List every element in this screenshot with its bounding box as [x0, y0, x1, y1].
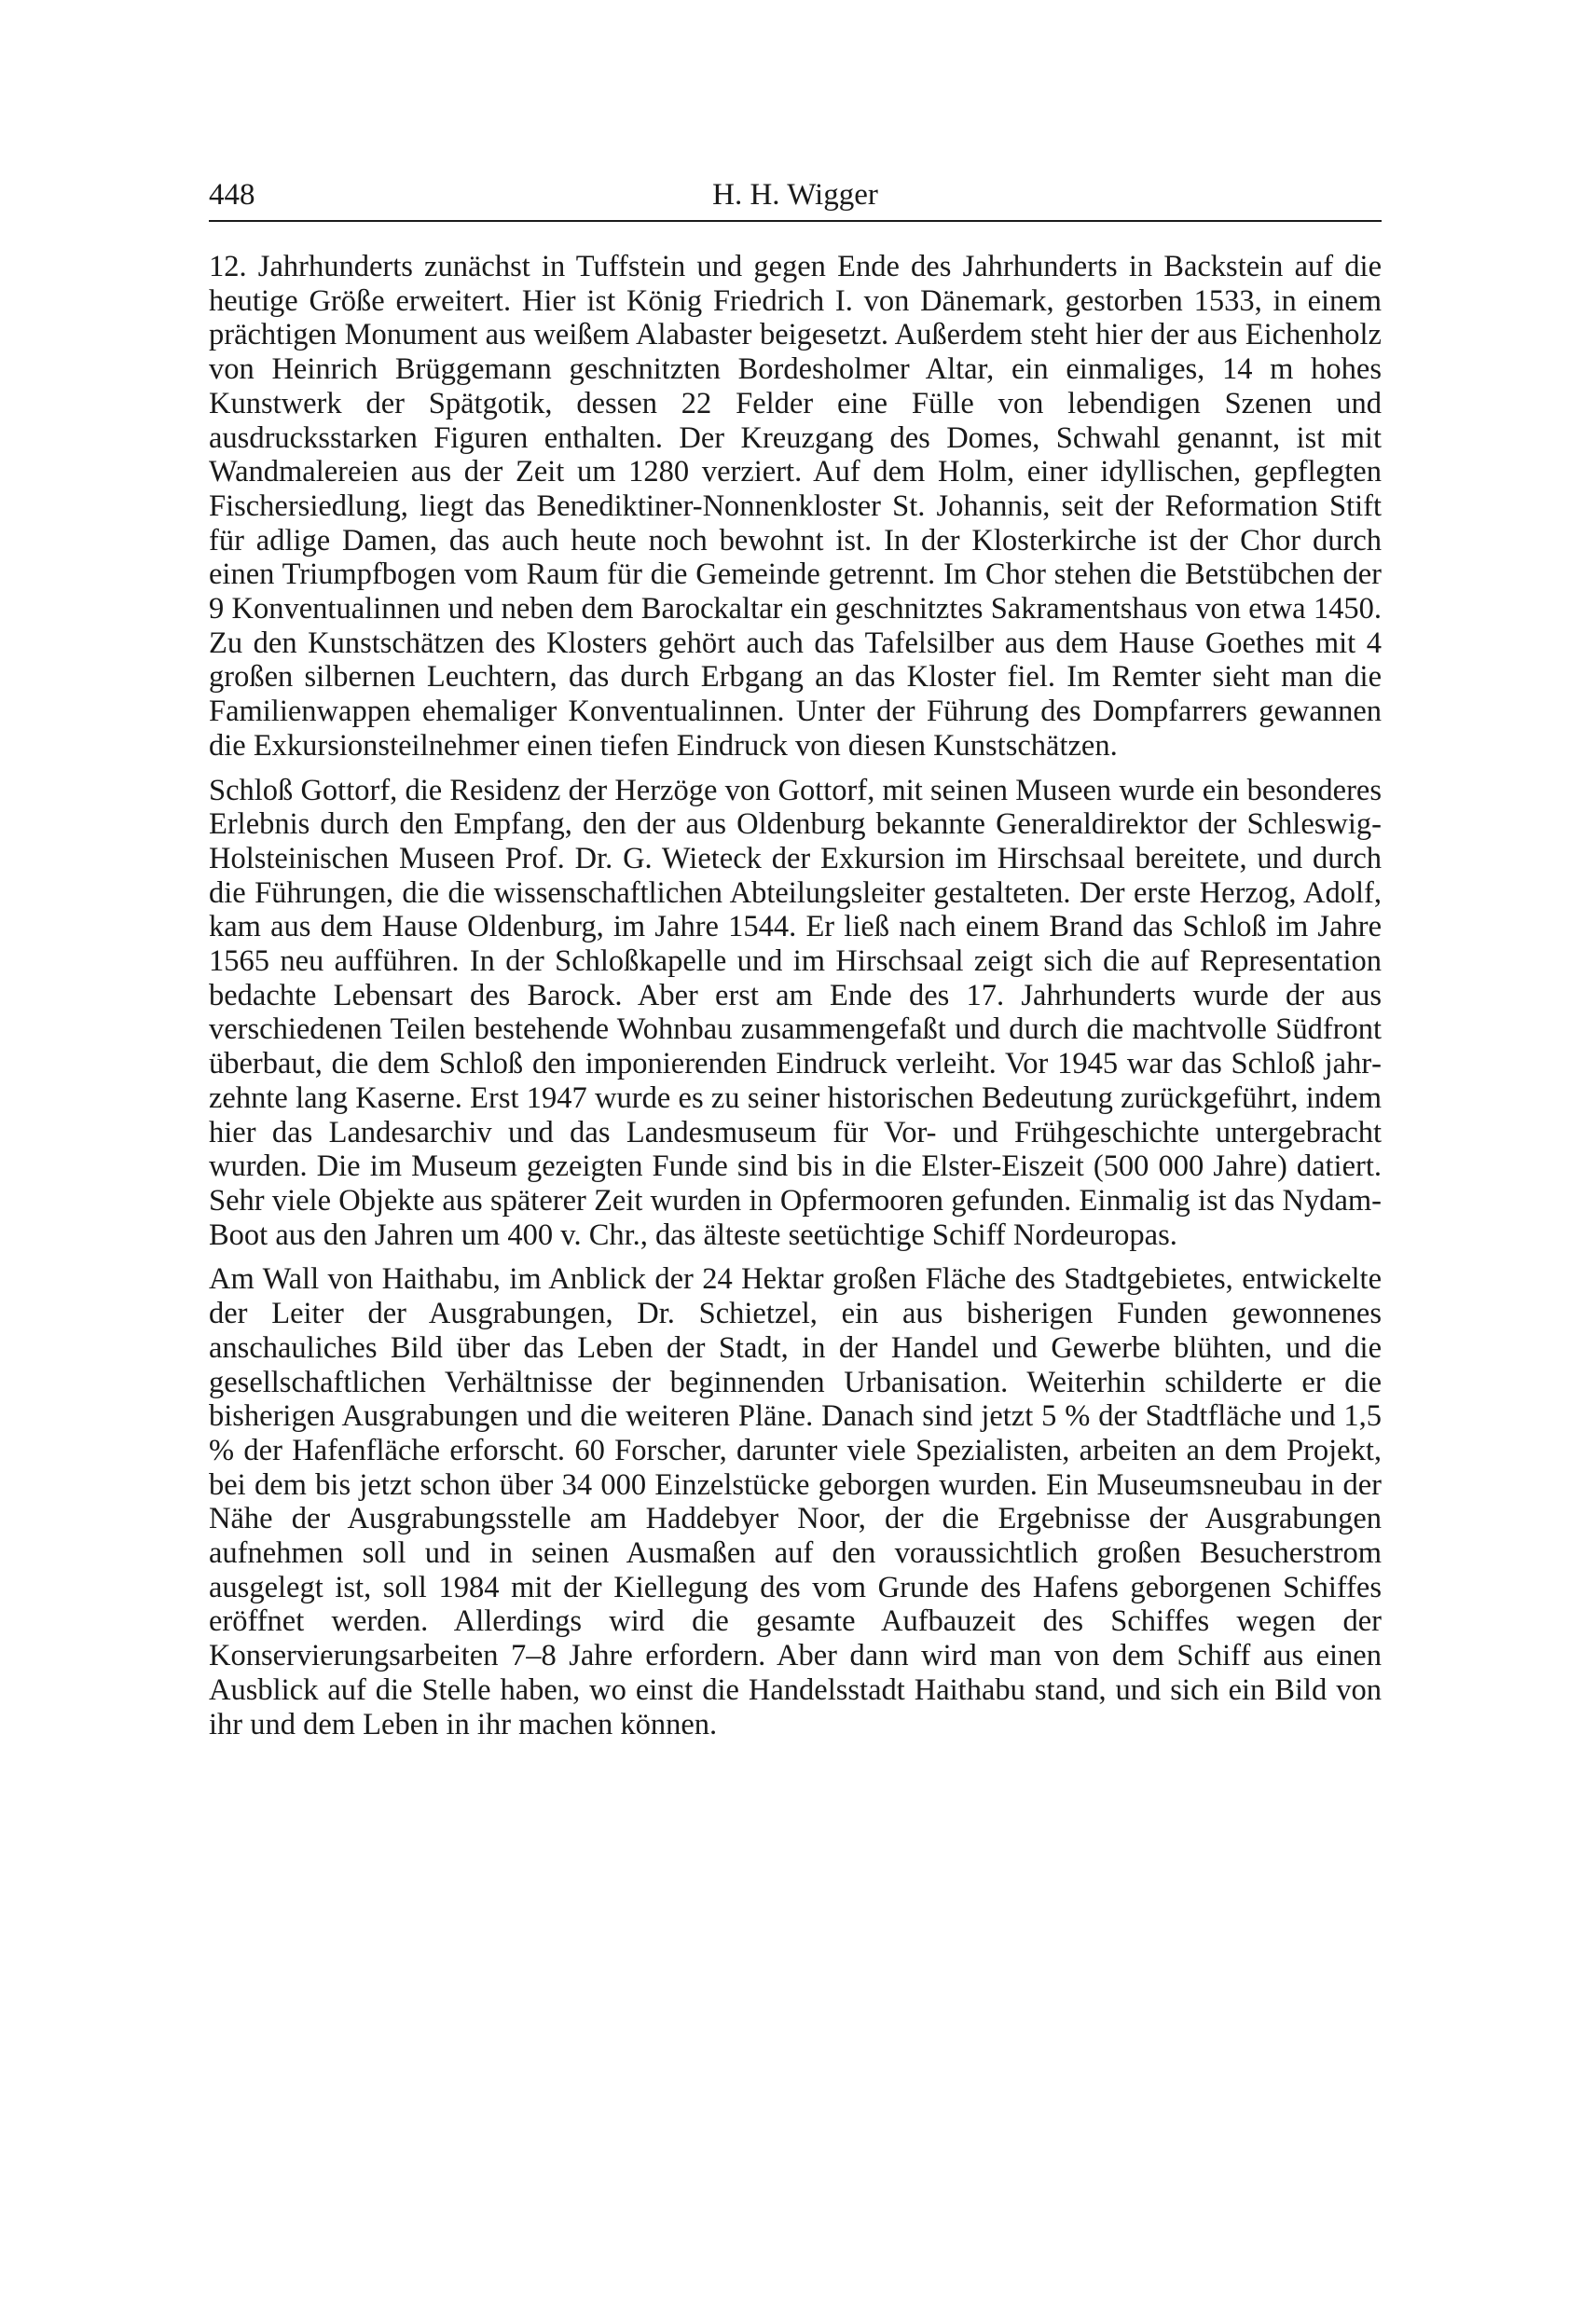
paragraph-cathedral-monastery: 12. Jahrhunderts zunächst in Tuffstein und gegen Ende des Jahrhunderts in Backstein auf die heutige Größe erweitert. Hier ist König Friedrich I. von Dänemark, gestorben 1533, in einem prächtigen Monument aus weißem Alabaster beigesetzt. Außerdem steht hier der aus Eichenholz von Heinrich Brüggemann geschnitzten Bordesholmer Altar, ein einmaliges, 14 m hohes Kunstwerk der Spätgotik, dessen 22 Felder eine Fülle von lebendigen Szenen und ausdrucksstarken Figuren enthalten. Der Kreuzgang des Domes, Schwahl genannt, ist mit Wandmalereien aus der Zeit um 1280 verziert. Auf dem Holm, einer idyllischen, gepflegten Fischersiedlung, liegt das Benediktiner-Nonnenkloster St. Johannis, seit der Reformation Stift für adlige Damen, das auch heute noch bewohnt ist. In der Klosterkirche ist der Chor durch einen Triumpfbogen vom Raum für die Gemeinde getrennt. Im Chor stehen die Betstübchen der 9 Konventualinnen und neben dem Barockaltar ein geschnitztes Sakramentshaus von etwa 1450. Zu den Kunstschätzen des Klosters gehört auch das Tafelsilber aus dem Hause Goethes mit 4 großen silbernen Leuchtern, das durch Erbgang an das Kloster fiel. Im Remter sieht man die Familienwappen ehemaliger Konventualinnen. Unter der Führung des Dompfarrers gewannen die Exkursionsteilnehmer einen tiefen Eindruck von diesen Kunstschätzen.	[209, 250, 1382, 763]
paragraph-haithabu: Am Wall von Haithabu, im Anblick der 24 Hektar großen Fläche des Stadtgebietes, entwickelte der Leiter der Ausgrabungen, Dr. Schietzel, ein aus bisherigen Funden gewonnenes anschauliches Bild über das Leben der Stadt, in der Handel und Gewerbe blühten, und die gesellschaftlichen Verhältnisse der beginnenden Urbanisation. Weiterhin schilderte er die bisherigen Ausgrabungen und die weiteren Pläne. Danach sind jetzt 5 % der Stadtfläche und 1,5 % der Hafenfläche erforscht. 60 Forscher, darunter viele Spezialisten, arbeiten an dem Projekt, bei dem bis jetzt schon über 34 000 Einzelstücke geborgen wurden. Ein Museumsneubau in der Nähe der Ausgrabungsstelle am Haddebyer Noor, der die Ergebnisse der Ausgrabungen aufnehmen soll und in seinen Ausmaßen auf den voraussichtlich großen Besucherstrom ausgelegt ist, soll 1984 mit der Kiellegung des vom Grunde des Hafens geborgenen Schiffes eröffnet werden. Allerdings wird die gesamte Aufbauzeit des Schiffes wegen der Konservierungsarbeiten 7–8 Jahre erfordern. Aber dann wird man von dem Schiff aus einen Ausblick auf die Stelle haben, wo einst die Handelsstadt Haithabu stand, und sich ein Bild von ihr und dem Leben in ihr machen können.	[209, 1262, 1382, 1741]
running-head-author: H. H. Wigger	[712, 178, 878, 212]
running-head	[209, 173, 1382, 216]
paragraph-schloss-gottorf: Schloß Gottorf, die Residenz der Herzöge von Gottorf, mit seinen Museen wurde ein besonderes Erlebnis durch den Empfang, den der aus Oldenburg bekannte Generaldirektor der Schleswig-Holsteinischen Museen Prof. Dr. G. Wieteck der Exkursion im Hirschsaal bereitete, und durch die Führungen, die die wissenschaftlichen Abteilungsleiter gestalteten. Der erste Herzog, Adolf, kam aus dem Hause Oldenburg, im Jahre 1544. Er ließ nach einem Brand das Schloß im Jahre 1565 neu aufführen. In der Schloßkapelle und im Hirschsaal zeigt sich die auf Representation bedachte Lebensart des Barock. Aber erst am Ende des 17. Jahrhunderts wurde der aus verschiedenen Teilen bestehende Wohnbau zusammengefaßt und durch die machtvolle Südfront überbaut, die dem Schloß den imponierenden Eindruck verleiht. Vor 1945 war das Schloß jahrzehnte lang Kaserne. Erst 1947 wurde es zu seiner historischen Bedeutung zurückgeführt, indem hier das Landesarchiv und das Landesmuseum für Vor- und Frühgeschichte untergebracht wurden. Die im Museum gezeigten Funde sind bis in die Elster-Eiszeit (500 000 Jahre) datiert. Sehr viele Objekte aus späterer Zeit wurden in Opfermooren gefunden. Einmalig ist das Nydam-Boot aus den Jahren um 400 v. Chr., das älteste seetüchtige Schiff Nordeuropas.	[209, 773, 1382, 1252]
page-number: 448	[209, 178, 255, 212]
body-text	[209, 250, 1382, 1741]
header-rule	[209, 220, 1382, 222]
